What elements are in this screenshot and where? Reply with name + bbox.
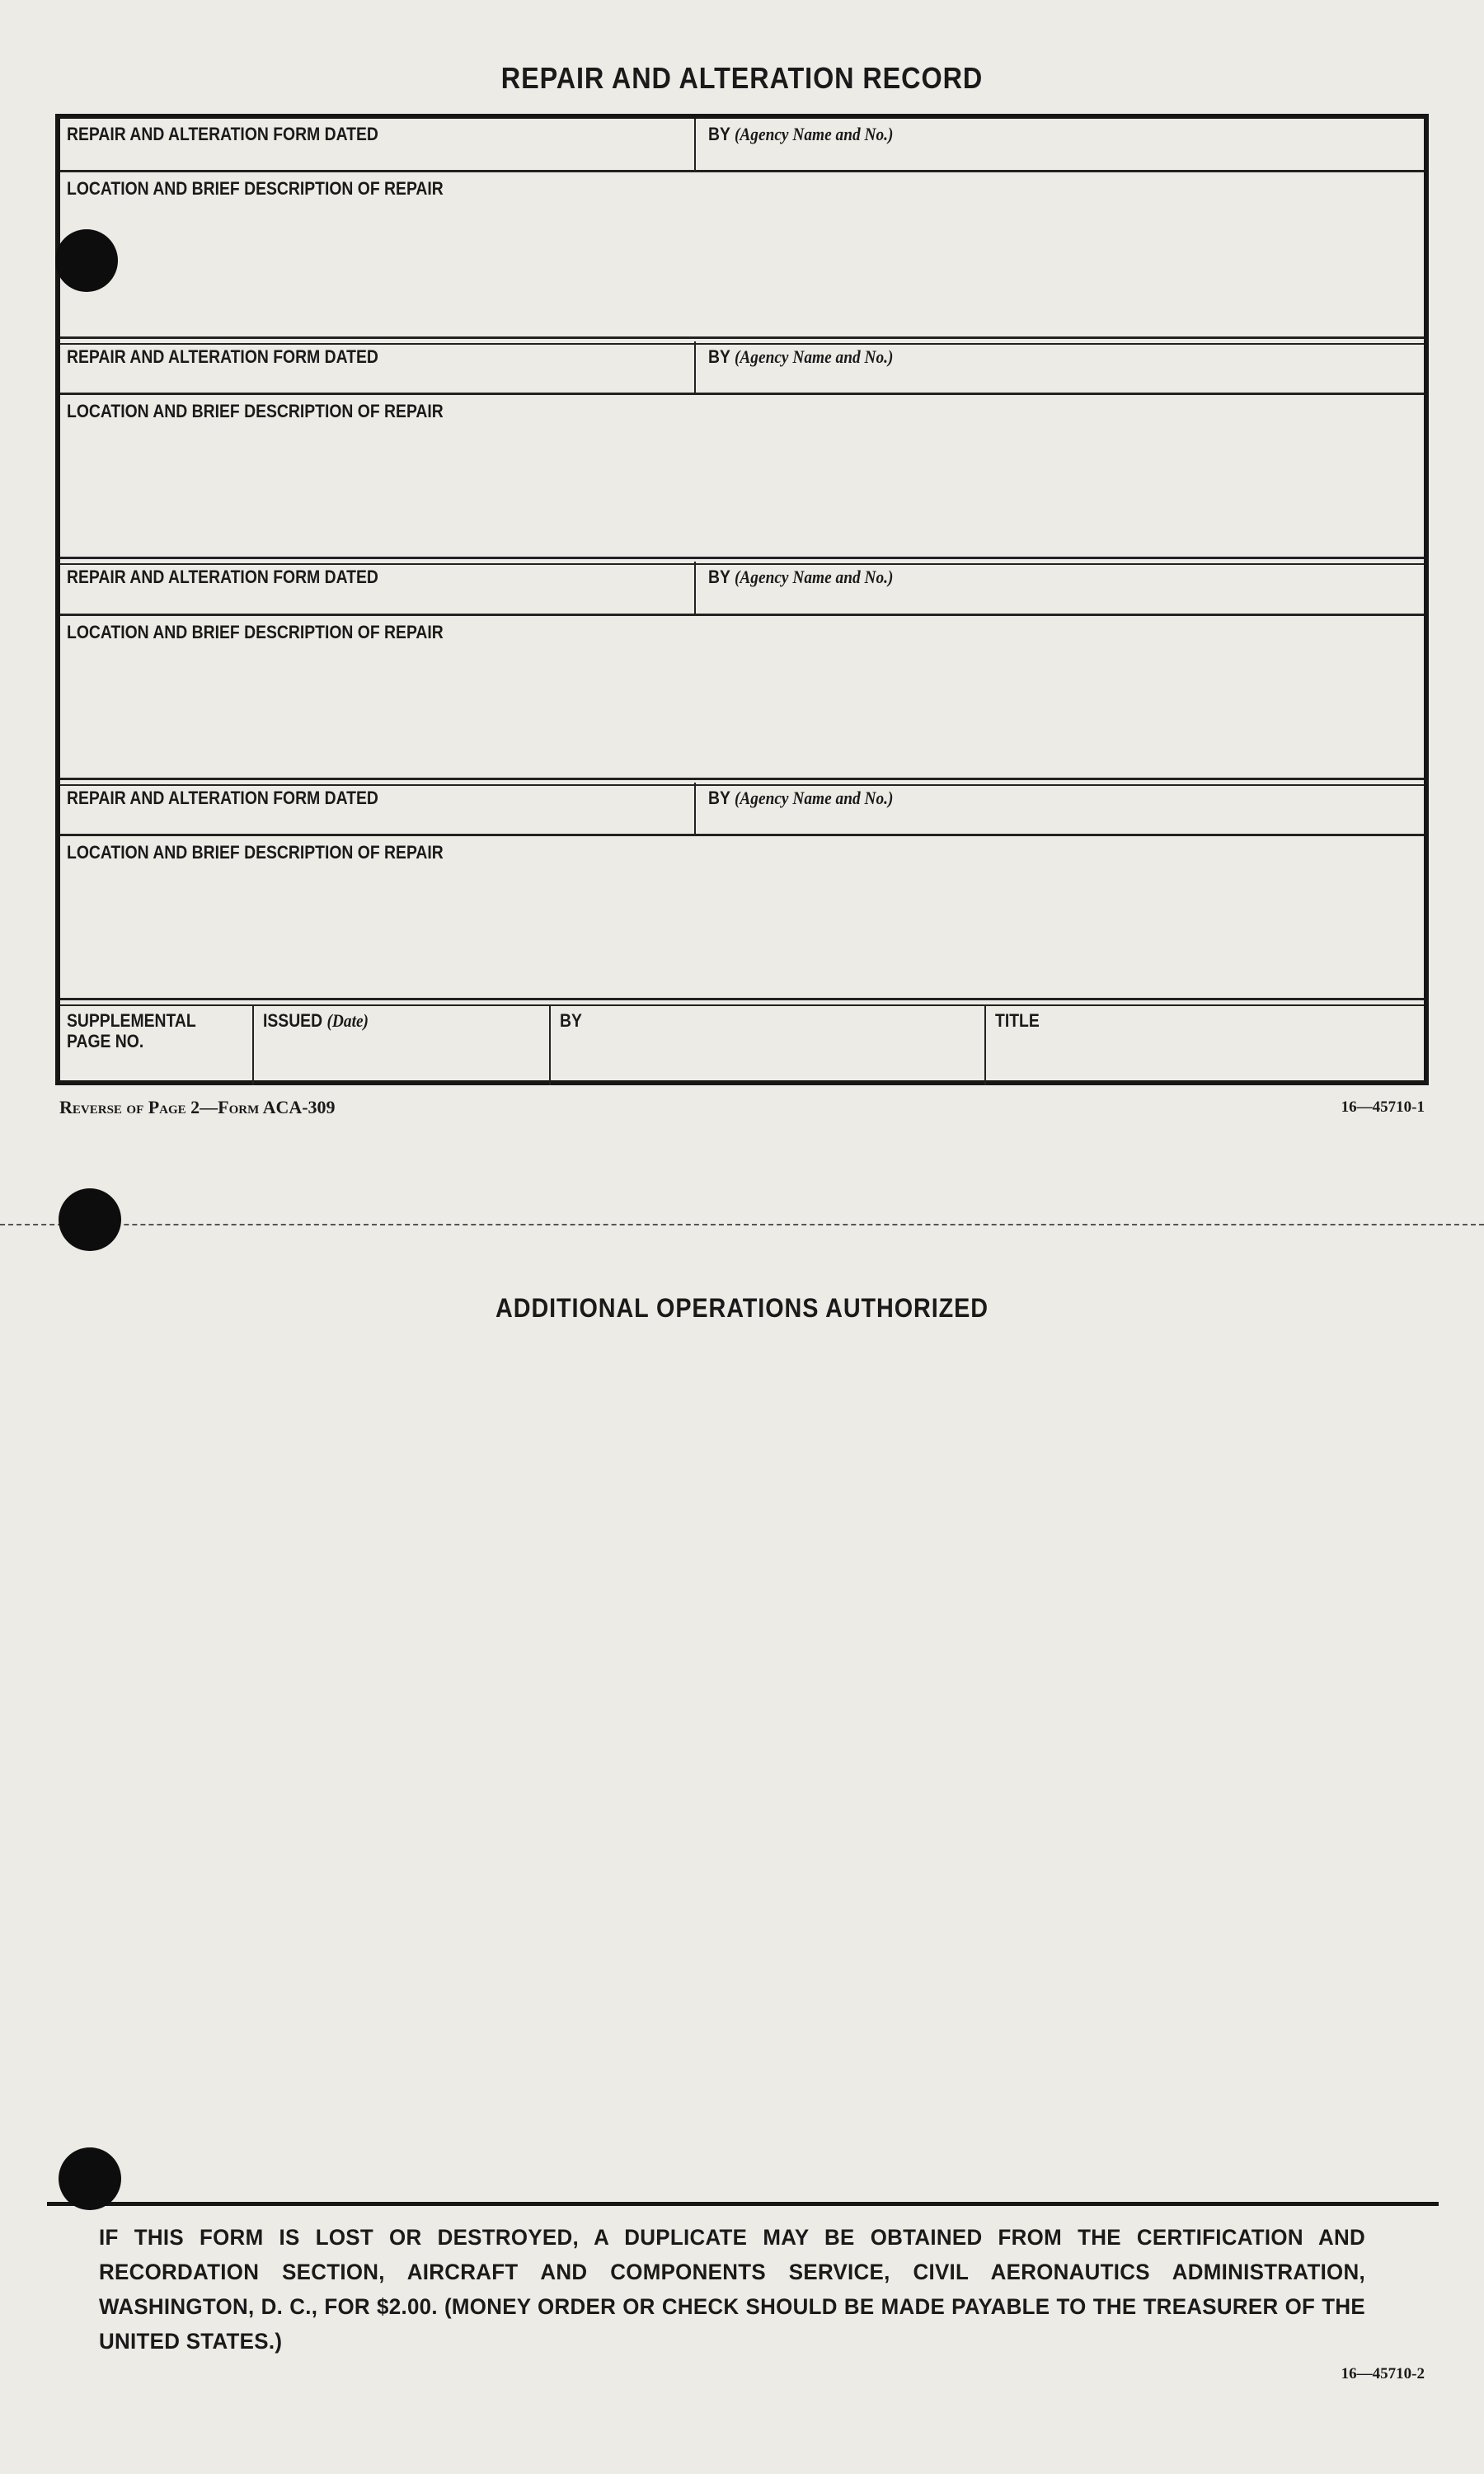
divider — [60, 393, 1424, 395]
by-label: BY (Agency Name and No.) — [708, 788, 894, 808]
by-label: BY (Agency Name and No.) — [708, 567, 894, 587]
divider — [549, 1004, 551, 1085]
divider — [60, 557, 1424, 565]
form-dated-label: REPAIR AND ALTERATION FORM DATED — [67, 346, 378, 367]
divider — [60, 614, 1424, 616]
divider — [60, 998, 1424, 1006]
section-title: ADDITIONAL OPERATIONS AUTHORIZED — [495, 1293, 989, 1323]
by-label: BY (Agency Name and No.) — [708, 124, 894, 144]
form-reference: Reverse of Page 2—Form ACA-309 — [59, 1097, 336, 1117]
description-label: LOCATION AND BRIEF DESCRIPTION OF REPAIR — [67, 178, 444, 199]
form-dated-label: REPAIR AND ALTERATION FORM DATED — [67, 788, 378, 808]
repair-record-table — [55, 114, 1429, 1085]
punch-hole — [59, 1188, 121, 1251]
punch-hole — [59, 2147, 121, 2210]
divider — [694, 341, 696, 394]
title-label: TITLE — [995, 1010, 1040, 1031]
divider — [60, 336, 1424, 345]
punch-hole — [55, 229, 118, 292]
duplicate-notice: IF THIS FORM IS LOST OR DESTROYED, A DUPLICATE MAY BE OBTAINED FROM THE CERTIFICATION AND RECORDATION SECTION, AIRCRAFT AND COMPONENTS SERVICE, CIVIL AERONAUTICS ADMINISTRATION, WASHINGTON, D. C., FOR $2.00. (MONEY ORDER OR CHECK SHOULD BE MADE PAYABLE TO THE TREASURER OF THE UNITED STATES.) — [99, 2225, 1365, 2354]
by-label: BY (Agency Name and No.) — [708, 346, 894, 367]
divider — [60, 778, 1424, 786]
divider — [694, 562, 696, 614]
form-code: 16—45710-1 — [1341, 1098, 1425, 1116]
issued-label: ISSUED (Date) — [263, 1010, 369, 1031]
perforation-line — [0, 1224, 1484, 1225]
divider — [60, 170, 1424, 172]
divider — [694, 119, 696, 172]
divider — [252, 1004, 254, 1085]
form-dated-label: REPAIR AND ALTERATION FORM DATED — [67, 124, 378, 144]
divider — [47, 2202, 1439, 2206]
divider — [60, 834, 1424, 836]
supplemental-by-label: BY — [560, 1010, 582, 1031]
description-label: LOCATION AND BRIEF DESCRIPTION OF REPAIR — [67, 842, 444, 863]
divider — [694, 783, 696, 835]
description-label: LOCATION AND BRIEF DESCRIPTION OF REPAIR — [67, 401, 444, 421]
page-title: REPAIR AND ALTERATION RECORD — [500, 61, 984, 95]
divider — [984, 1004, 986, 1085]
description-label: LOCATION AND BRIEF DESCRIPTION OF REPAIR — [67, 622, 444, 642]
supplemental-page-label: SUPPLEMENTAL PAGE NO. — [67, 1010, 196, 1051]
form-dated-label: REPAIR AND ALTERATION FORM DATED — [67, 567, 378, 587]
bottom-form-code: 16—45710-2 — [1341, 2365, 1425, 2382]
